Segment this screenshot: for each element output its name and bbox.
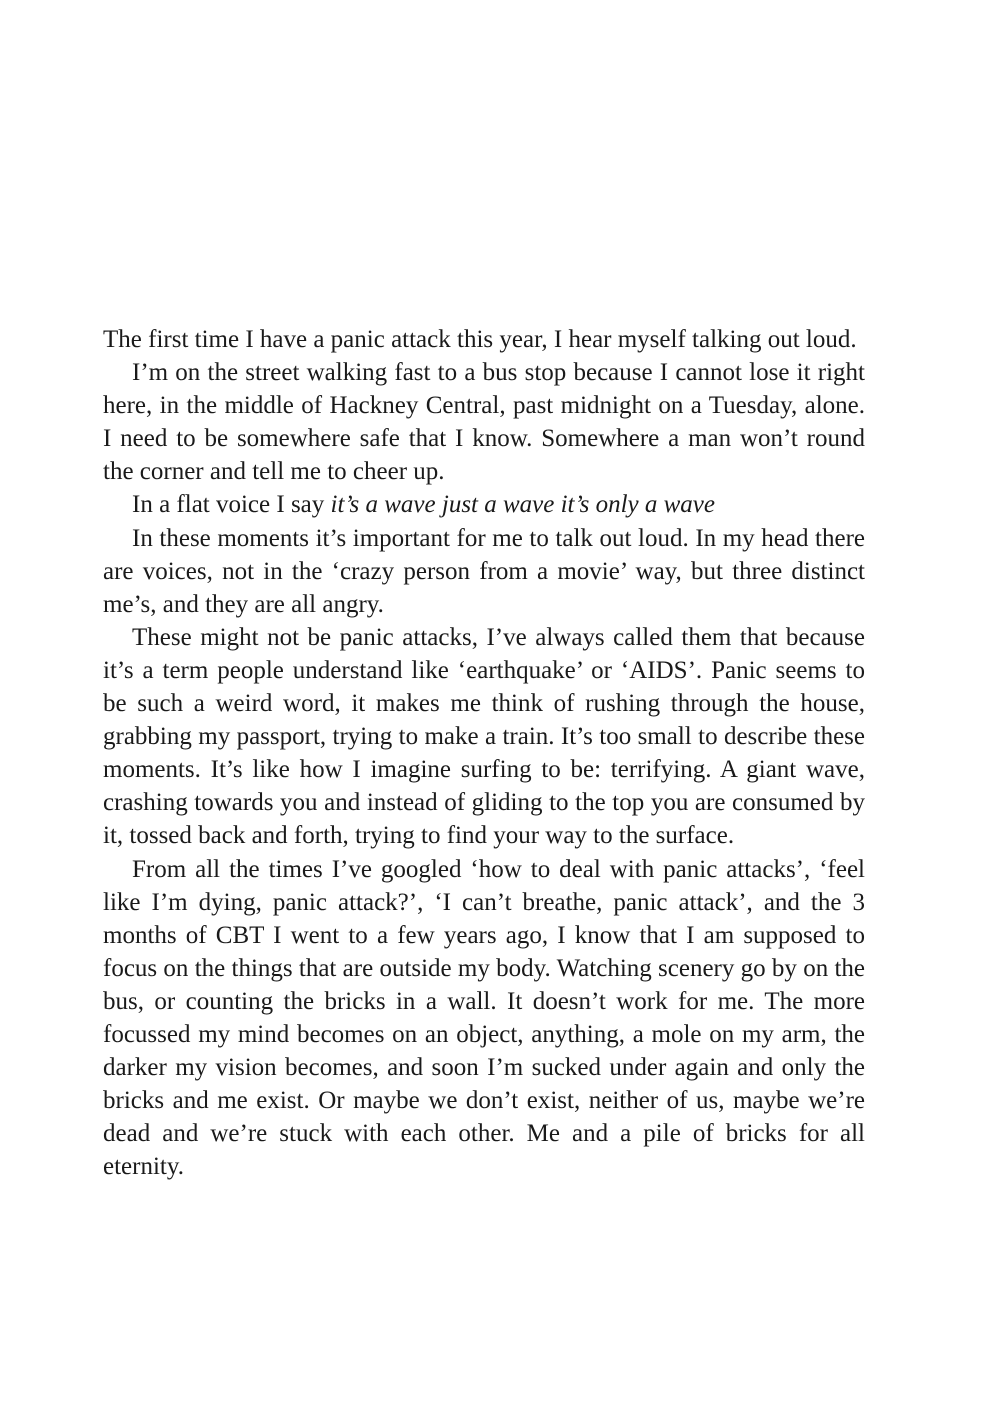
paragraph-3 <box>103 488 865 521</box>
paragraph-6: From all the times I’ve googled ‘how to deal with panic attacks’, ‘feel like I’m dying, panic attack?’, ‘I can’t breathe, panic attack’, and the 3 months of CBT I went to a few years ago, I know that I am supposed to focus on the things that are outside my body. Watching scenery go by on the bus, or counting the bricks in a wall. It doesn’t work for me. The more focussed my mind becomes on an object, anything, a mole on my arm, the darker my vision becomes, and soon I’m sucked under again and only the bricks and me exist. Or maybe we don’t exist, neither of us, maybe we’re dead and we’re stuck with each other. Me and a pile of bricks for all eternity. <box>103 855 865 1181</box>
paragraph-2: I’m on the street walking fast to a bus stop because I cannot lose it right here, in the middle of Hackney Central, past midnight on a Tuesday, alone. I need to be somewhere safe that I know. Somewhere a man won’t round the corner and tell me to cheer up. <box>103 359 865 486</box>
paragraph-1: The first time I have a panic attack this year, I hear myself talking out loud. <box>103 326 857 353</box>
paragraph-3-italic: it’s a wave just a wave it’s only a wave <box>330 491 715 519</box>
body-text <box>103 323 865 1183</box>
paragraph-3-lead: In a flat voice I say <box>132 491 331 519</box>
paragraph-4: In these moments it’s important for me to talk out loud. In my head there are voices, not in the ‘crazy person from a movie’ way, but three distinct me’s, and they are all angry. <box>103 524 865 618</box>
paragraph-5: These might not be panic attacks, I’ve always called them that because it’s a term people understand like ‘earthquake’ or ‘AIDS’. Panic seems to be such a weird word, it makes me think of rushing through the house, grabbing my passport, trying to make a train. It’s too small to describe these moments. It’s like how I imagine surfing to be: terrifying. A giant wave, crashing towards you and instead of gliding to the top you are consumed by it, tossed back and forth, trying to find your way to the surface. <box>103 623 865 850</box>
